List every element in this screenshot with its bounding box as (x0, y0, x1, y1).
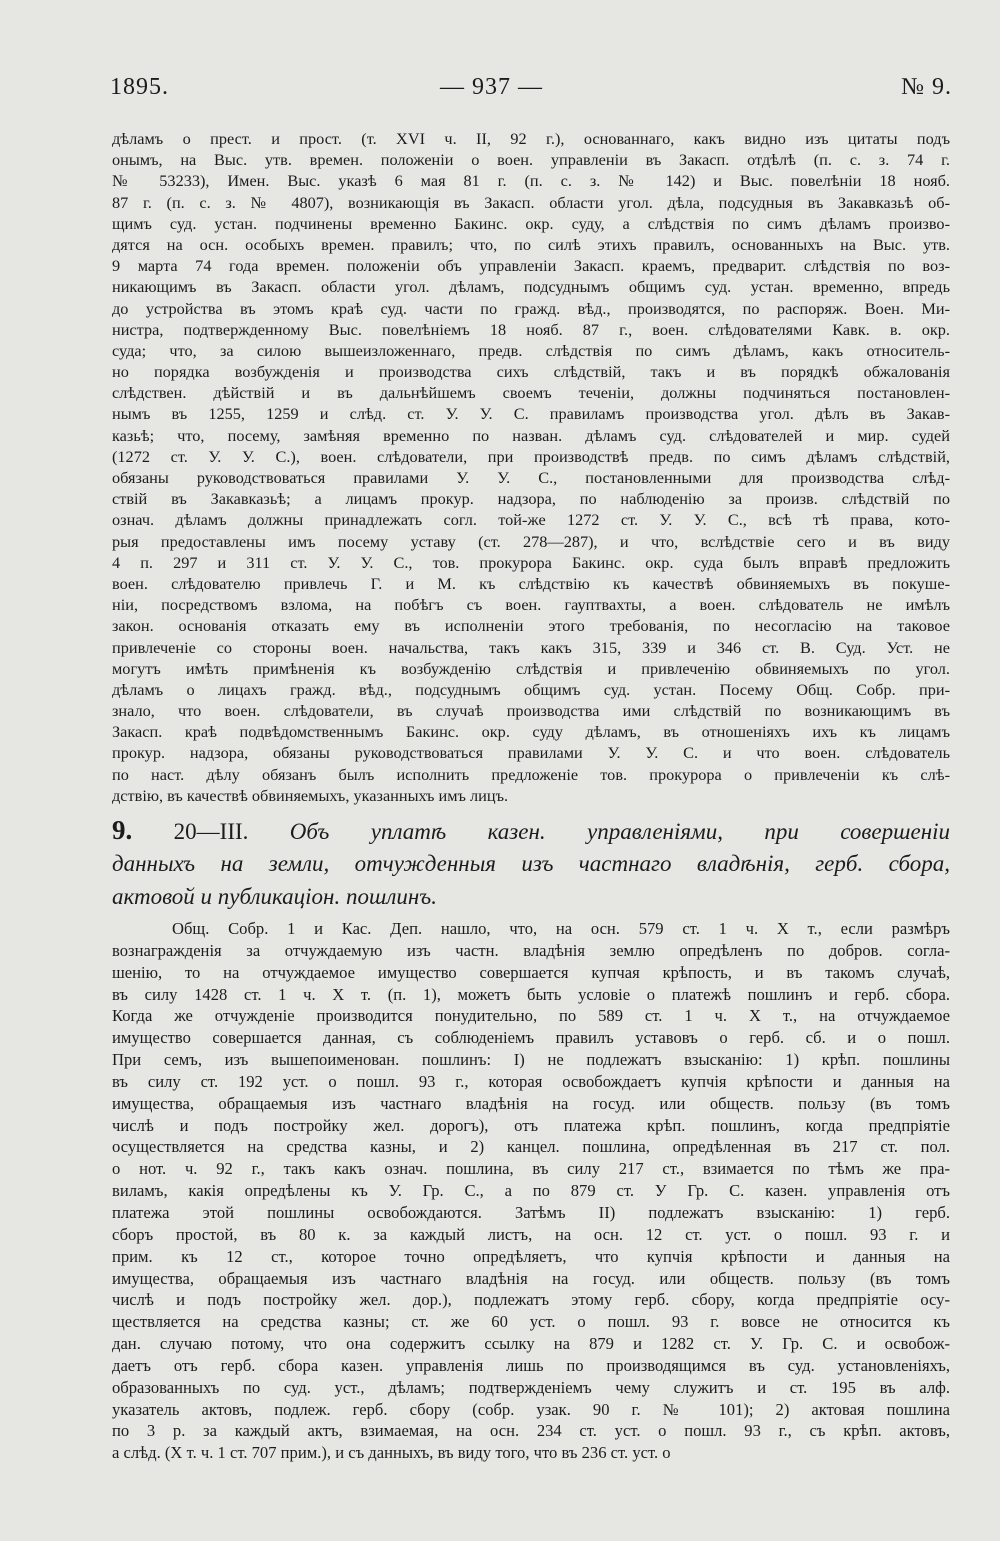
text-line: Закасп. краѣ подвѣдомственнымъ Бакинс. окр. суду дѣламъ, въ отношеніяхъ ихъ къ лицамъ (112, 722, 950, 742)
text-line: до устройства въ этомъ краѣ суд. части по гражд. вѣд., производятся, по распоряж. Воен. Ми- (112, 298, 950, 318)
text-line: имущества, обращаемыя изъ частнаго владѣнія на госуд. или обществ. пользу (въ томъ (112, 1093, 950, 1113)
text-line: дятся на осн. особыхъ времен. правилъ; что, по силѣ этихъ правилъ, основанныхъ на Выс. утв. (112, 234, 950, 254)
text-line: ствій въ Закавказьѣ; а лицамъ прокур. надзора, по наблюденію за произв. слѣдствій по (112, 489, 950, 509)
text-line: ніи, посредствомъ взлома, на побѣгъ съ воен. гауптвахты, а воен. слѣдователь не имѣлъ (112, 595, 950, 615)
text-line: вознагражденія за отчуждаемую изъ частн. владѣнія землю опредѣленъ по добров. согла- (112, 940, 950, 960)
text-line: шенію, то на отчуждаемое имущество совершается купчая крѣпость, и въ такомъ случаѣ, (112, 962, 950, 982)
text-line: Общ. Собр. 1 и Кас. Деп. нашло, что, на осн. 579 ст. 1 ч. X т., если размѣръ (172, 919, 950, 938)
text-line: по наст. дѣлу обязанъ былъ исполнить предложеніе тов. прокурора о привлеченіи къ слѣ- (112, 764, 950, 784)
text-line: дствію, въ качествѣ обвиняемыхъ, указанныхъ имъ лицъ. (112, 785, 509, 805)
text-line: ществляется на средства казны; ст. же 60 уст. о пошл. 93 г. вовсе не относится къ (112, 1312, 950, 1332)
text-line: привлеченіе со стороны воен. начальства, такъ какъ 315, 339 и 346 ст. В. Суд. Уст. не (112, 637, 950, 657)
text-line: (1272 ст. У. У. С.), воен. слѣдователи, при производствѣ предв. по симъ дѣламъ слѣдствій, (112, 446, 950, 466)
text-line: о нот. ч. 92 г., такъ какъ означ. пошлина, въ силу 217 ст., взимается по тѣмъ же пра- (112, 1159, 950, 1179)
heading-line: данныхъ на земли, отчужденныя изъ частнаго владѣнія, герб. сбора, (112, 851, 950, 876)
text-line: прокур. надзора, обязаны руководствоваться правилами У. У. С. и что воен. слѣдователь (112, 743, 950, 763)
text-line: въ силу ст. 192 уст. о пошл. 93 г., которая освобождаетъ купчія крѣпости и данныя на (112, 1071, 950, 1091)
text-line: никающимъ въ Закасп. области угол. дѣламъ, подсуднымъ общимъ суд. устан. временно, впредь (112, 277, 950, 297)
text-line: Когда же отчужденіе производится понудительно, по 589 ст. 1 ч. X т., на отчуждаемое (112, 1006, 950, 1026)
text-line: а слѣд. (X т. ч. 1 ст. 707 прим.), и съ данныхъ, въ виду того, что въ 236 ст. уст. о (112, 1443, 671, 1463)
text-line: осуществляется на средства казны, и 2) канцел. пошлина, опредѣленная въ 217 ст. пол. (112, 1137, 950, 1157)
section-date: 20—III. (173, 819, 249, 844)
page-header (110, 74, 952, 110)
header-year: 1895. (110, 74, 169, 100)
text-line: 4 п. 297 и 311 ст. У. У. С., тов. прокурора Бакинс. окр. суда былъ вправѣ предложить (112, 552, 950, 572)
text-line: числѣ и подъ постройку жел. дор.), подлежатъ этому герб. сбору, когда предпріятіе осу- (112, 1290, 950, 1310)
heading-line (112, 814, 950, 847)
text-line: указатель актовъ, подлеж. герб. сбору (собр. узак. 90 г. № 101); 2) актовая пошлина (112, 1399, 950, 1419)
text-line: имущество совершается данная, съ соблюденіемъ правилъ уставовъ о герб. сб. и о пошл. (112, 1028, 950, 1048)
text-line: закон. основанія отказать ему въ исполненіи этого требованія, по несогласію на таковое (112, 616, 950, 636)
text-line: платежа этой пошлины освобождаются. Затѣмъ II) подлежатъ взысканію: 1) герб. (112, 1202, 950, 1222)
text-line: онымъ, на Выс. утв. времен. положеніи о воен. управленіи въ Закасп. отдѣлѣ (п. с. з. 74 г. (112, 150, 950, 170)
text-line: сборъ простой, въ 80 к. за каждый листъ, на осн. 12 ст. уст. о пошл. 93 г. и (112, 1224, 950, 1244)
text-line: щимъ суд. устан. подчинены временно Бакинс. окр. суду, а слѣдствія по симъ дѣламъ произво- (112, 213, 950, 233)
text-line: № 53233), Имен. Выс. указѣ 6 мая 81 г. (п. с. з. № 142) и Выс. повелѣніи 18 нояб. (112, 171, 950, 191)
text-block-section-9 (112, 918, 950, 1464)
text-line: въ силу 1428 ст. 1 ч. X т. (п. 1), можетъ быть условіе о платежѣ пошлинъ и герб. сбора. (112, 984, 950, 1004)
text-line: знало, что воен. слѣдователи, въ случаѣ производства ими слѣдствій по возникающимъ въ (112, 701, 950, 721)
text-block-continuation (112, 128, 950, 806)
text-line: имущества, обращаемыя изъ частнаго владѣнія на госуд. или обществ. пользу (въ томъ (112, 1268, 950, 1288)
text-line: казьѣ; что, посему, замѣняя временно по назван. дѣламъ суд. слѣдователей и мир. судей (112, 425, 950, 445)
text-line: дан. случаю потому, что она содержитъ ссылку на 879 и 1282 ст. У. Гр. С. и освобож- (112, 1334, 950, 1354)
text-line: дѣламъ о прест. и прост. (т. XVI ч. II, 92 г.), основаннаго, какъ видно изъ цитаты подъ (112, 129, 950, 148)
text-line: образованныхъ по суд. уст., дѣламъ; подтвержденіемъ чему служитъ и ст. 195 въ алф. (112, 1377, 950, 1397)
section-heading (112, 814, 950, 913)
text-line: При семъ, изъ вышепоименован. пошлинъ: I) не подлежатъ взысканію: 1) крѣп. пошлины (112, 1050, 950, 1070)
text-line: даетъ отъ герб. сбора казен. управленія лишь по производящимся въ суд. установленіяхъ, (112, 1355, 950, 1375)
header-page-number: — 937 — (440, 74, 543, 100)
section-number: 9. (112, 815, 133, 845)
heading-line: актовой и публикаціон. пошлинъ. (112, 884, 437, 909)
text-line: 9 марта 74 года времен. положеніи объ управленіи Закасп. краемъ, предварит. слѣдствія по воз- (112, 256, 950, 276)
text-line: слѣдствен. дѣйствій и въ дальнѣйшемъ своемъ теченіи, должны подчиняться постановлен- (112, 383, 950, 403)
text-line: суда; что, за силою вышеизложеннаго, предв. слѣдствія по симъ дѣламъ, какъ относитель- (112, 340, 950, 360)
text-line: прим. къ 12 ст., которое точно опредѣляетъ, что купчія крѣпости и данныя на (112, 1246, 950, 1266)
text-line: 87 г. (п. с. з. № 4807), возникающія въ Закасп. области угол. дѣла, подсудныя въ Закавказьѣ об- (112, 192, 950, 212)
heading-text: Объ уплатѣ казен. управленіями, при совершеніи (289, 819, 950, 844)
text-line: но порядка возбужденія и производства сихъ слѣдствій, такъ и въ порядкѣ обжалованія (112, 362, 950, 382)
text-line: могутъ имѣть примѣненія къ возбужденію слѣдствія и привлеченію обвиняемыхъ по угол. (112, 658, 950, 678)
text-line: означ. дѣламъ должны принадлежать согл. той-же 1272 ст. У. У. С., всѣ тѣ права, кото- (112, 510, 950, 530)
text-line: числѣ и подъ постройку жел. дорогъ), отъ платежа крѣп. пошлинъ, когда предпріятіе (112, 1115, 950, 1135)
text-line: обязаны руководствоваться правилами У. У. С., постановленными для производства слѣд- (112, 468, 950, 487)
text-line: нистра, подтвержденному Выс. повелѣніемъ 18 нояб. 87 г., воен. слѣдователями Кавк. в. окр. (112, 319, 950, 339)
text-line: нымъ въ 1255, 1259 и слѣд. ст. У. У. С. правиламъ производства угол. дѣлъ въ Закав- (112, 404, 950, 424)
text-line: рыя предоставлены имъ посему уставу (ст. 278—287), и что, вслѣдствіе сего и въ виду (112, 531, 950, 551)
text-line: виламъ, какія опредѣлены къ У. Гр. С., а по 879 ст. У Гр. С. казен. управленія отъ (112, 1181, 950, 1201)
text-line: по 3 р. за каждый актъ, взимаемая, на осн. 234 ст. уст. о пошл. 93 г., съ крѣп. актовъ, (112, 1421, 950, 1441)
text-line: дѣламъ о лицахъ гражд. вѣд., подсуднымъ общимъ суд. устан. Посему Общ. Собр. при- (112, 679, 950, 699)
text-line: воен. слѣдователю привлечь Г. и М. къ слѣдствію къ качествѣ обвиняемыхъ въ покуше- (112, 573, 950, 593)
header-issue-number: № 9. (901, 74, 952, 100)
